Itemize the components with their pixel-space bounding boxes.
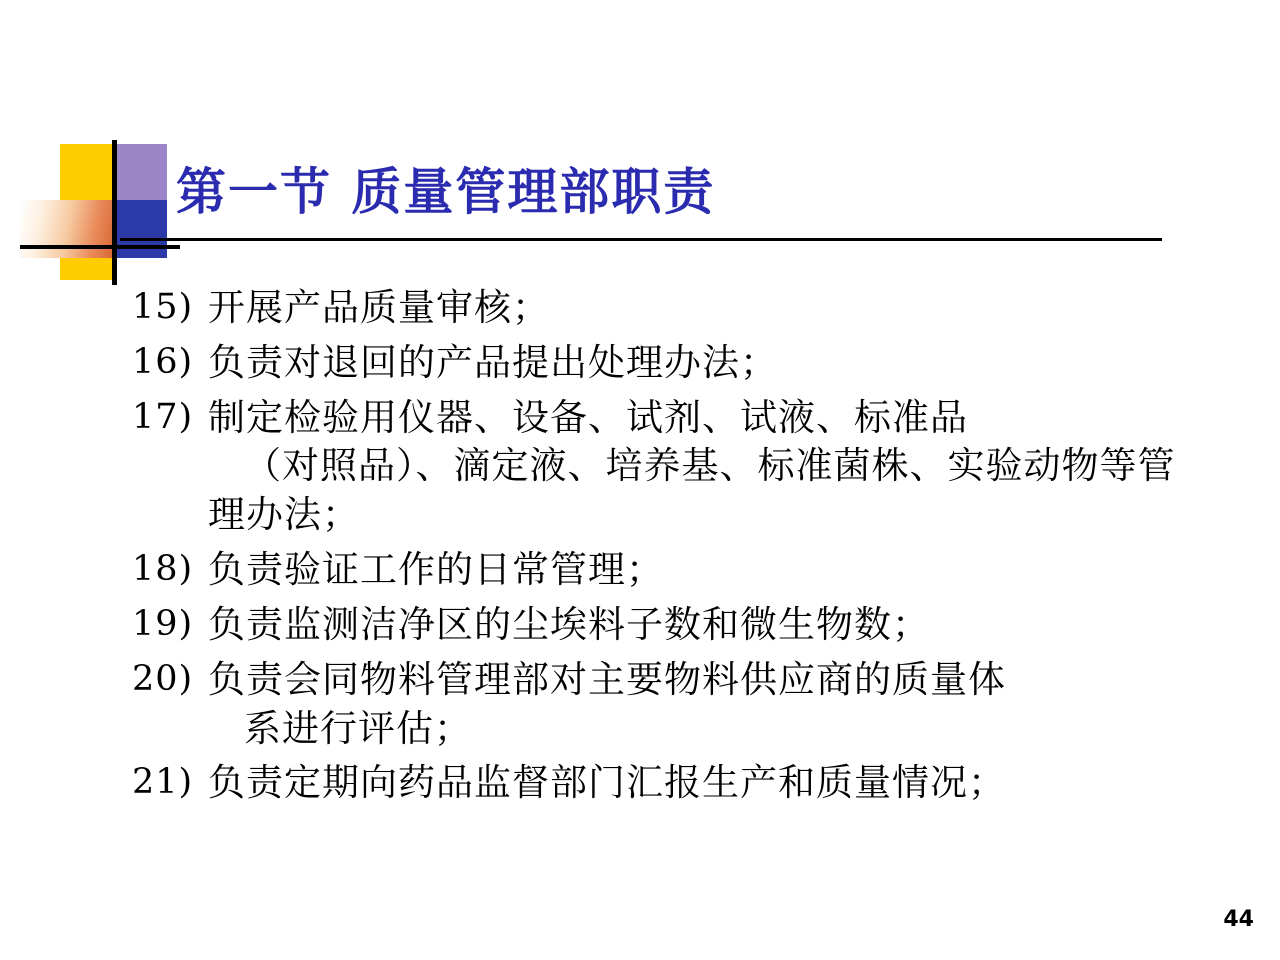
list-item-number: 19) (132, 603, 194, 644)
title-underline-rule (120, 238, 1162, 241)
list-item-number: 20) (132, 658, 194, 699)
logo-yellow-lower-block (60, 258, 116, 280)
logo-vertical-bar (112, 140, 117, 285)
page-number: 44 (1223, 907, 1254, 932)
list-item-text: 负责验证工作的日常管理； (208, 548, 664, 592)
list-item-text: 制定检验用仪器、设备、试剂、试液、标准品 (208, 395, 968, 439)
list-item-number: 15) (132, 287, 194, 327)
logo-blue-block (117, 200, 167, 258)
list-item (132, 759, 1192, 808)
list-item-text: 负责监测洁净区的尘埃料子数和微生物数； (208, 602, 930, 646)
list-item-text: 负责会同物料管理部对主要物料供应商的质量体 (208, 657, 1006, 701)
page-title: 第一节 质量管理部职责 (176, 163, 716, 221)
content-list (132, 284, 1192, 814)
list-item-number: 18) (132, 549, 194, 590)
decorative-logo (20, 140, 180, 285)
list-item-number: 16) (132, 341, 194, 382)
logo-gradient-block (20, 200, 116, 258)
logo-yellow-block (60, 144, 116, 200)
list-item (132, 601, 1192, 650)
list-item-text-wrapper (208, 394, 1192, 540)
list-item-number: 21) (132, 762, 194, 803)
list-item-text: 开展产品质量审核； (208, 286, 550, 329)
logo-horizontal-bar (20, 245, 180, 249)
list-item (132, 339, 1192, 388)
list-item (132, 656, 1192, 754)
logo-violet-block (117, 144, 167, 200)
list-item-continuation: （对照品）、滴定液、培养基、标准菌株、实验动物等管理办法； (208, 444, 1176, 537)
list-item (132, 546, 1192, 595)
list-item-text-wrapper (208, 656, 1192, 754)
list-item (132, 284, 1192, 333)
list-item-text: 负责定期向药品监督部门汇报生产和质量情况； (208, 761, 1006, 805)
list-item-continuation: 系进行评估； (244, 706, 472, 750)
list-item-text: 负责对退回的产品提出处理办法； (208, 340, 778, 384)
list-item (132, 394, 1192, 540)
list-item-number: 17) (132, 396, 194, 437)
